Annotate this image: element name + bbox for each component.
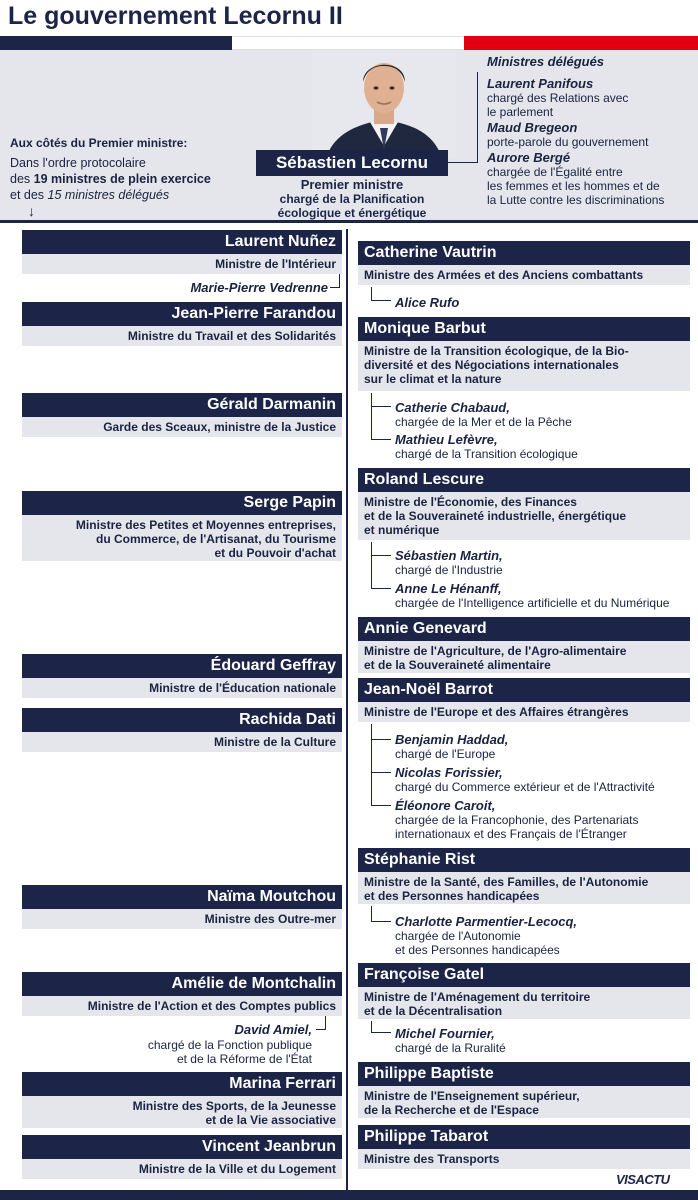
intro-heading: Aux côtés du Premier ministre: <box>10 136 188 150</box>
delegate-name: Sébastien Martin, <box>395 548 503 563</box>
delegate-name: Marie-Pierre Vedrenne <box>190 280 328 295</box>
minister-role-line: et de la Souveraineté industrielle, énergétique <box>364 509 627 523</box>
minister-role <box>358 341 690 391</box>
intro-line3-pre: et des <box>10 188 48 202</box>
minister-role: Ministre de l'Europe et des Affaires étrangères <box>358 702 690 722</box>
delegates-heading: Ministres délégués <box>487 54 605 69</box>
minister-role-line: Ministre des Petites et Moyennes entreprises, <box>75 518 336 532</box>
delegate-role <box>395 813 639 841</box>
delegate-role: chargée de l'Égalité entre <box>487 165 623 179</box>
minister-name: Serge Papin <box>22 491 342 515</box>
delegate-role-line: internationaux et des Français de l'Étranger <box>395 827 627 841</box>
pm-role-line3: écologique et énergétique <box>277 206 427 220</box>
minister-role-line: Ministre de l'Aménagement du territoire <box>364 990 591 1004</box>
minister-name: Stéphanie Rist <box>358 848 690 872</box>
delegate-role-line: chargé de la Fonction publique <box>147 1038 312 1052</box>
pm-role-line2: chargé de la Planification <box>279 192 425 206</box>
delegate-role: chargé de l'Industrie <box>395 563 503 577</box>
minister-role <box>358 641 690 673</box>
minister-role-line: et des Personnes handicapées <box>364 889 540 903</box>
minister-role-line: et numérique <box>364 523 440 537</box>
sub-connector <box>371 393 391 407</box>
minister-role-line: et de la Souveraineté alimentaire <box>364 658 551 672</box>
delegate-role: chargé de l'Europe <box>395 747 496 761</box>
minister-role-line: Ministre de l'Agriculture, de l'Agro-alimentaire <box>364 644 627 658</box>
sub-connector <box>371 739 391 773</box>
minister-role-line: Ministre de la Santé, des Familles, de l'Autonomie <box>364 875 649 889</box>
delegate-role-line: et des Personnes handicapées <box>395 943 560 957</box>
delegate-name: Michel Fournier, <box>395 1026 495 1041</box>
minister-role-line: Ministre de l'Économie, des Finances <box>364 495 577 509</box>
sub-connector <box>371 1021 391 1033</box>
delegate-name: Benjamin Haddad, <box>395 732 509 747</box>
minister-role-line: Ministre de la Transition écologique, de la Bio- <box>364 344 629 358</box>
intro-text <box>10 155 211 219</box>
minister-name: Vincent Jeanbrun <box>22 1135 342 1159</box>
delegates-list <box>487 77 698 207</box>
header-divider <box>0 220 698 223</box>
sub-connector <box>371 287 391 301</box>
portrait-photo-icon <box>312 50 456 158</box>
minister-name: Philippe Tabarot <box>358 1125 690 1149</box>
intro-line2-bold: 19 ministres de plein exercice <box>33 172 211 186</box>
minister-name: Rachida Dati <box>22 708 342 732</box>
delegate-role: chargée de la Mer et de la Pêche <box>395 415 572 429</box>
sub-connector <box>371 406 391 440</box>
delegate-role: chargée de l'Intelligence artificielle et du Numérique <box>395 596 670 610</box>
minister-role-line: diversité et des Négociations internationales <box>364 358 619 372</box>
delegate-name: Aurore Bergé <box>487 150 571 165</box>
sub-connector <box>316 1016 326 1030</box>
minister-role: Ministre de l'Action et des Comptes publics <box>22 996 342 1016</box>
intro-line1: Dans l'ordre protocolaire <box>10 156 146 170</box>
page-title: Le gouvernement Lecornu II <box>8 2 343 30</box>
minister-role: Ministre des Armées et des Anciens combattants <box>358 265 690 285</box>
delegate-role: chargé des Relations avec <box>487 91 629 105</box>
down-arrow-icon: ↓ <box>28 203 35 219</box>
minister-role-line: Ministre des Sports, de la Jeunesse <box>132 1099 336 1113</box>
sub-connector <box>371 772 391 806</box>
minister-name: Édouard Geffray <box>22 654 342 678</box>
sub-connector <box>371 555 391 589</box>
minister-role: Ministre des Transports <box>358 1149 690 1169</box>
sub-connector <box>330 274 340 288</box>
minister-name: Monique Barbut <box>358 317 690 341</box>
delegate-name: Alice Rufo <box>395 295 460 310</box>
portrait-photo <box>312 50 456 158</box>
pm-delegates-connector <box>448 162 478 163</box>
minister-name: Laurent Nuñez <box>22 230 342 254</box>
delegate-role: le parlement <box>487 105 554 119</box>
delegate-role: porte-parole du gouvernement <box>487 135 649 149</box>
delegate-name: Catherie Chabaud, <box>395 400 510 415</box>
minister-role: Ministre des Outre-mer <box>22 909 342 929</box>
minister-name: Marina Ferrari <box>22 1072 342 1096</box>
delegate-name: Nicolas Forissier, <box>395 765 503 780</box>
delegate-role-line: et de la Réforme de l'État <box>176 1052 312 1066</box>
minister-name: Jean-Pierre Farandou <box>22 302 342 326</box>
pm-delegates-vline <box>477 72 478 163</box>
pm-name: Sébastien Lecornu <box>256 150 448 176</box>
minister-name: Jean-Noël Barrot <box>358 678 690 702</box>
minister-role-line: Ministre de l'Enseignement supérieur, <box>364 1089 580 1103</box>
minister-name: Amélie de Montchalin <box>22 972 342 996</box>
sub-connector <box>371 906 391 922</box>
minister-role: Ministre de la Culture <box>22 732 342 752</box>
flag-blue <box>0 36 232 50</box>
flag-white <box>232 36 464 50</box>
minister-name: Roland Lescure <box>358 468 690 492</box>
intro-line2-pre: des <box>10 172 34 186</box>
minister-name: Catherine Vautrin <box>358 241 690 265</box>
delegate-name: Laurent Panifous <box>487 76 594 91</box>
minister-role: Garde des Sceaux, ministre de la Justice <box>22 417 342 437</box>
intro-line3 <box>10 187 211 203</box>
delegate-name: Maud Bregeon <box>487 120 578 135</box>
minister-role: Ministre de l'Intérieur <box>22 254 342 274</box>
delegate-name: Éléonore Caroit, <box>395 798 496 813</box>
sub-connector <box>371 724 391 740</box>
minister-role <box>358 872 690 904</box>
minister-role: Ministre de la Ville et du Logement <box>22 1159 342 1179</box>
delegate-role: chargé du Commerce extérieur et de l'Attractivité <box>395 780 655 794</box>
minister-name: Annie Genevard <box>358 617 690 641</box>
minister-name: Philippe Baptiste <box>358 1062 690 1086</box>
minister-role: Ministre du Travail et des Solidarités <box>22 326 342 346</box>
minister-name: Naïma Moutchou <box>22 885 342 909</box>
minister-role <box>358 1086 690 1118</box>
flag-red <box>464 36 698 50</box>
intro-line3-ital: 15 ministres délégués <box>47 188 170 202</box>
minister-role-line: et de la Décentralisation <box>364 1004 503 1018</box>
delegate-name: Anne Le Hénanff, <box>395 581 502 596</box>
pm-role-line1: Premier ministre <box>300 177 404 192</box>
delegate-role: les femmes et les hommes et de <box>487 179 660 193</box>
delegate-name: Mathieu Lefèvre, <box>395 432 498 447</box>
minister-role-line: et de la Vie associative <box>205 1113 336 1127</box>
delegate-role: chargé de la Ruralité <box>395 1041 506 1055</box>
minister-role: Ministre de l'Éducation nationale <box>22 678 342 698</box>
minister-role <box>358 987 690 1019</box>
minister-name: Gérald Darmanin <box>22 393 342 417</box>
sub-connector <box>371 542 391 556</box>
minister-role-line: sur le climat et la nature <box>364 372 502 386</box>
delegate-role: la Lutte contre les discriminations <box>487 193 665 207</box>
minister-role <box>22 515 342 561</box>
minister-name: Françoise Gatel <box>358 963 690 987</box>
footer-bar <box>0 1190 698 1200</box>
intro-line2 <box>10 171 211 187</box>
minister-role-line: et du Pouvoir d'achat <box>214 546 336 560</box>
delegate-role: chargé de la Transition écologique <box>395 447 578 461</box>
minister-role <box>22 1096 342 1128</box>
minister-role <box>358 492 690 540</box>
central-divider <box>346 229 348 1190</box>
delegate-role-line: chargée de la Francophonie, des Partenariats <box>395 813 639 827</box>
minister-role-line: du Commerce, de l'Artisanat, du Tourisme <box>95 532 336 546</box>
visactu-logo: VISACTU <box>616 1172 670 1187</box>
delegate-name: David Amiel, <box>234 1022 312 1037</box>
delegate-role-line: chargée de l'Autonomie <box>395 929 521 943</box>
minister-role-line: de la Recherche et de l'Espace <box>364 1103 539 1117</box>
delegate-name: Charlotte Parmentier-Lecocq, <box>395 914 578 929</box>
pm-role <box>252 178 452 220</box>
delegate-role <box>395 929 560 957</box>
delegate-role <box>22 1038 312 1066</box>
